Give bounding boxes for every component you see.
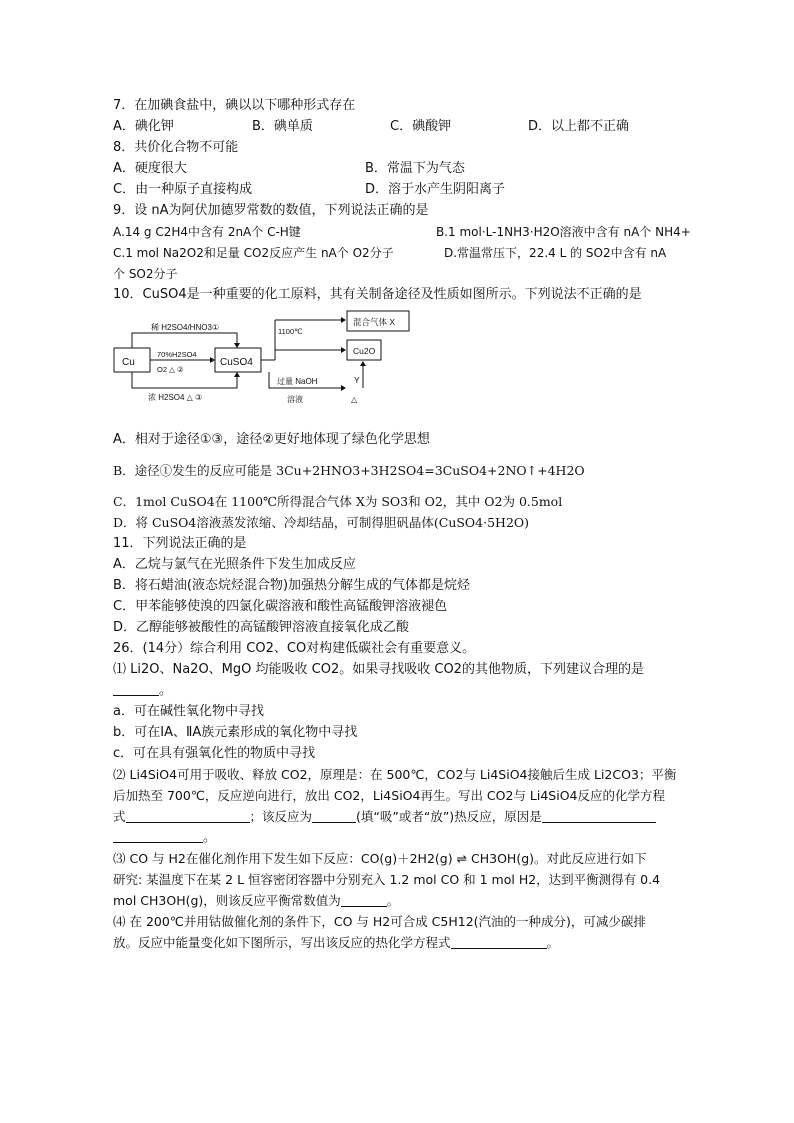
q7-stem: 7．在加碘食盐中，碘以以下哪种形式存在 bbox=[113, 98, 356, 113]
cu2o-arrowhead bbox=[341, 347, 346, 353]
q26-part3-line3 bbox=[113, 891, 399, 911]
route1-label: 稀 H2SO4/HNO3① bbox=[151, 323, 220, 332]
equation-blank bbox=[126, 808, 250, 823]
q26-part3-line2: 研究: 某温度下在某 2 L 恒容密闭容器中分别充入 1.2 mol CO 和 1 mol H2，达到平衡测得有 0.4 bbox=[113, 872, 661, 887]
y-arrowhead bbox=[360, 361, 366, 366]
temperature-label: 1100℃ bbox=[278, 327, 303, 336]
q8-option-a: A．硬度很大 bbox=[113, 161, 187, 176]
route3-label: 浓 H2SO4 △ ③ bbox=[148, 393, 203, 402]
q10-option-a: A．相对于途径①③，途径②更好地体现了绿色化学思想 bbox=[113, 432, 430, 447]
route2-arrowhead bbox=[210, 357, 215, 363]
route3-path bbox=[132, 372, 237, 388]
q10-option-b: B．途径①发生的反应可能是 3Cu+2HNO3+3H2SO4=3CuSO4+2NO↑+4H2O bbox=[113, 463, 585, 478]
q26-part2-line4 bbox=[113, 828, 216, 848]
q26-part2-line3-c: (填“吸”或者“放”)热反应，原因是 bbox=[356, 809, 542, 824]
naoh-label-2: 溶液 bbox=[287, 395, 303, 404]
q26-part4-line1: ⑷ 在 200℃并用钴做催化剂的条件下，CO 与 H2可合成 C5H12(汽油的一种成分)，可减少碳排 bbox=[113, 914, 646, 929]
q10-stem: 10．CuSO4是一种重要的化工原料，其有关制备途径及性质如图所示。下列说法不正确的是 bbox=[113, 287, 642, 302]
q26-part4-line2-a: 放。反应中能量变化如下图所示，写出该反应的热化学方程式 bbox=[113, 935, 451, 950]
q26-part2-line2: 后加热至 700℃，反应逆向进行，放出 CO2，Li4SiO4再生。写出 CO2与 Li4SiO4反应的化学方程 bbox=[113, 788, 666, 803]
q26-part1-answer-line bbox=[113, 681, 172, 701]
q9-option-d-cont: 个 SO2分子 bbox=[113, 267, 178, 281]
q7-option-b: B．碘单质 bbox=[252, 119, 313, 134]
q10-option-c: C．1mol CuSO4在 1100℃所得混合气体 X为 SO3和 O2，其中 O2为 0.5mol bbox=[113, 494, 563, 509]
q26-part2-line3 bbox=[113, 807, 656, 827]
naoh-arrowhead bbox=[341, 385, 346, 391]
cu-label: Cu bbox=[122, 357, 135, 368]
equilibrium-constant-blank bbox=[341, 892, 387, 907]
q26-option-b: b．可在ⅠA、ⅡA族元素形成的氧化物中寻找 bbox=[113, 725, 358, 740]
q7-option-d: D．以上都不正确 bbox=[528, 119, 630, 134]
q26-part2-line3-b: ；该反应为 bbox=[249, 809, 313, 824]
reason-blank bbox=[542, 808, 656, 823]
naoh-label: 过量 NaOH bbox=[277, 377, 318, 386]
gas-x-label: 混合气体 X bbox=[353, 317, 396, 327]
q26-part3-line3-a: mol CH3OH(g)，则该反应平衡常数值为 bbox=[113, 893, 341, 908]
heat-label: △ bbox=[351, 395, 358, 404]
q8-option-c: C．由一种原子直接构成 bbox=[113, 182, 253, 197]
gas-x-arrowhead bbox=[341, 317, 346, 323]
q8-option-b: B．常温下为气态 bbox=[365, 161, 465, 176]
q9-option-a: A.14 g C2H4中含有 2nA个 C-H键 bbox=[113, 225, 301, 239]
cu2o-label: Cu2O bbox=[353, 346, 376, 356]
q8-stem: 8．共价化合物不可能 bbox=[113, 140, 239, 155]
q10-option-d: D．将 CuSO4溶液蒸发浓缩、冷却结晶，可制得胆矾晶体(CuSO4·5H2O) bbox=[113, 515, 530, 530]
route2-label-top: 70%H2SO4 bbox=[157, 350, 197, 359]
reason-blank-cont bbox=[113, 828, 203, 843]
q26-part4-line2 bbox=[113, 933, 559, 953]
q8-option-d: D．溶于水产生阴阳离子 bbox=[365, 182, 506, 197]
q26-part2-line1: ⑵ Li4SiO4可用于吸收、释放 CO2，原理是：在 500℃，CO2与 Li4SiO4接触后生成 Li2CO3；平衡 bbox=[113, 767, 677, 782]
q9-option-d: D.常温常压下，22.4 L 的 SO2中含有 nA bbox=[444, 246, 667, 260]
y-label: Y bbox=[354, 375, 360, 385]
q26-part3-line1: ⑶ CO 与 H2在催化剂作用下发生如下反应：CO(g)＋2H2(g) ⇌ CH3OH(g)。对此反应进行如下 bbox=[113, 851, 647, 866]
q9-option-c: C.1 mol Na2O2和足量 CO2反应产生 nA个 O2分子 bbox=[113, 246, 394, 260]
route1-path bbox=[132, 333, 237, 348]
q11-option-a: A．乙烷与氯气在光照条件下发生加成反应 bbox=[113, 557, 356, 572]
thermochemical-equation-blank bbox=[451, 934, 547, 949]
q11-option-b: B．将石蜡油(液态烷烃混合物)加强热分解生成的气体都是烷烃 bbox=[113, 578, 471, 593]
q26-option-a: a．可在碱性氧化物中寻找 bbox=[113, 704, 264, 719]
q26-stem: 26．(14分）综合利用 CO2、CO对构建低碳社会有重要意义。 bbox=[113, 641, 476, 656]
route2-label-bottom: O2 △ ② bbox=[157, 365, 184, 374]
route3-arrowhead bbox=[234, 372, 240, 377]
q11-stem: 11．下列说法正确的是 bbox=[113, 536, 247, 551]
answer-blank bbox=[113, 681, 159, 696]
q7-option-c: C．碘酸钾 bbox=[390, 119, 452, 134]
q26-part1: ⑴ Li2O、Na2O、MgO 均能吸收 CO2。如果寻找吸收 CO2的其他物质，下列建议合理的是 bbox=[113, 662, 644, 677]
q26-part4-line2-b: 。 bbox=[546, 935, 560, 950]
q9-stem: 9．设 nA为阿伏加德罗常数的数值，下列说法正确的是 bbox=[113, 203, 429, 218]
heat-type-blank bbox=[312, 808, 356, 823]
q9-option-b: B.1 mol·L-1NH3·H2O溶液中含有 nA个 NH4+ bbox=[436, 225, 691, 239]
q26-part1-end: 。 bbox=[159, 683, 173, 698]
cuso4-route-diagram bbox=[113, 310, 413, 410]
q11-option-c: C．甲苯能够使溴的四氯化碳溶液和酸性高锰酸钾溶液褪色 bbox=[113, 599, 448, 614]
q7-option-a: A．碘化钾 bbox=[113, 119, 174, 134]
q26-option-c: c．可在具有强氧化性的物质中寻找 bbox=[113, 746, 316, 761]
q26-part2-line3-a: 式 bbox=[113, 809, 126, 824]
cuso4-label: CuSO4 bbox=[220, 357, 253, 368]
q26-part3-line3-b: 。 bbox=[386, 893, 400, 908]
route1-arrowhead bbox=[234, 343, 240, 348]
q11-option-d: D．乙醇能够被酸性的高锰酸钾溶液直接氧化成乙酸 bbox=[113, 620, 410, 635]
q26-part2-line4-end: 。 bbox=[203, 830, 217, 845]
